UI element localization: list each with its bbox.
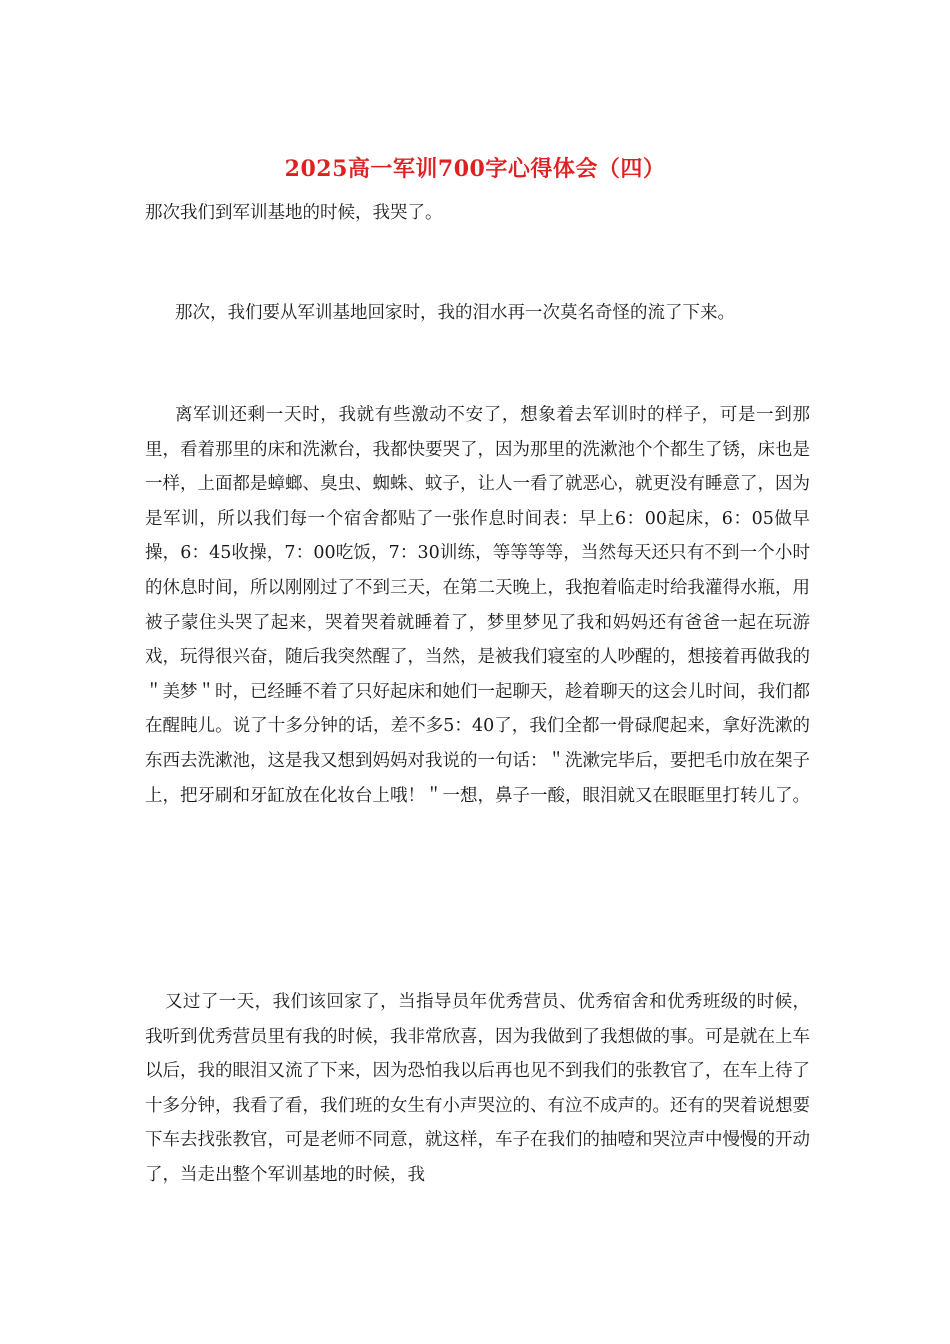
paragraph-2: 那次，我们要从军训基地回家时，我的泪水再一次莫名奇怪的流了下来。 — [175, 303, 735, 323]
paragraph-4: 又过了一天，我们该回家了，当指导员年优秀营员、优秀宿舍和优秀班级的时候，我听到优秀营员里有我的时候，我非常欣喜，因为我做到了我想做的事。可是就在上车以后，我的眼泪又流了下来，因为恐怕我以后再也见不到我们的张教官了，在车上待了十多分钟，我看了看，我们班的女生有小声哭泣的、有泣不成声的。还有的哭着说想要下车去找张教官，可是老师不同意，就这样，车子在我们的抽噎和哭泣声中慢慢的开动了，当走出整个军训基地的时候，我 — [145, 992, 810, 1185]
document-title: 2025高一军训700字心得体会（四） — [284, 156, 666, 182]
paragraph-1: 那次我们到军训基地的时候，我哭了。 — [145, 203, 443, 223]
paragraph-3: 离军训还剩一天时，我就有些激动不安了，想象着去军训时的样子，可是一到那里，看着那里的床和洗漱台，我都快要哭了，因为那里的洗漱池个个都生了锈，床也是一样，上面都是蟑螂、臭虫、蜘蛛、蚊子，让人一看了就恶心，就更没有睡意了，因为是军训，所以我们每一个宿舍都贴了一张作息时间表：早上6：00起床，6：05做早操，6：45收操，7：00吃饭，7：30训练，等等等等，当然每天还只有不到一个小时的休息时间，所以刚刚过了不到三天，在第二天晚上，我抱着临走时给我灌得水瓶，用被子蒙住头哭了起来，哭着哭着就睡着了，梦里梦见了我和妈妈还有爸爸一起在玩游戏，玩得很兴奋，随后我突然醒了，当然，是被我们寝室的人吵醒的，想接着再做我的＂美梦＂时，已经睡不着了只好起床和她们一起聊天，趁着聊天的这会儿时间，我们都在醒盹儿。说了十多分钟的话，差不多5：40了，我们全都一骨碌爬起来，拿好洗漱的东西去洗漱池，这是我又想到妈妈对我说的一句话：＂洗漱完毕后，要把毛巾放在架子上，把牙刷和牙缸放在化妆台上哦！＂一想，鼻子一酸，眼泪就又在眼眶里打转儿了。 — [145, 405, 810, 806]
